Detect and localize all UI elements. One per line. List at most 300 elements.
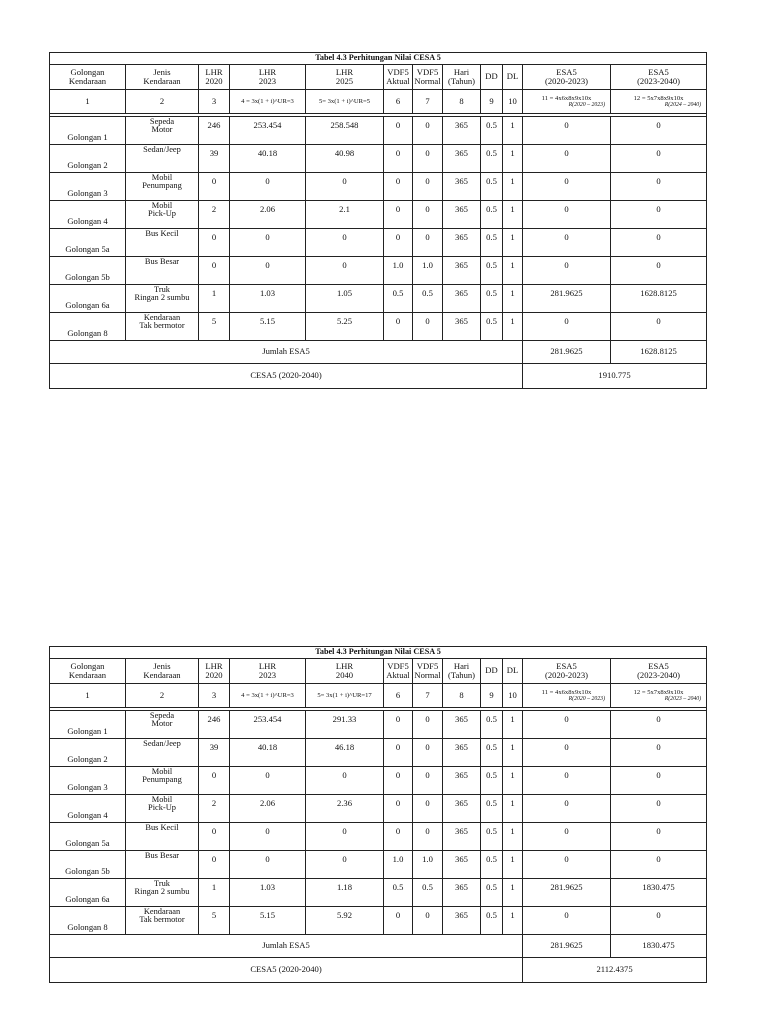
cell-hari — [443, 795, 481, 823]
header-lhr-a — [230, 659, 306, 684]
cell-dl-text: 1 — [510, 770, 515, 780]
column-number-c5 — [306, 684, 384, 708]
cell-vdf-a-text: 0 — [395, 120, 401, 130]
cell-hari — [443, 201, 481, 229]
header-dl-text: DL — [506, 71, 519, 82]
cell-gol-text: Golongan 6a — [65, 299, 110, 310]
cell-esa-b-text: 1628.8125 — [640, 288, 677, 298]
header-golongan — [50, 659, 126, 684]
cell-hari — [443, 711, 481, 739]
cell-lhr-a-text: 0 — [265, 826, 270, 836]
cell-esa-a — [523, 711, 611, 739]
cell-vdf-n-text: 0 — [425, 714, 430, 724]
cell-gol — [50, 229, 126, 257]
column-number-c6-text: 6 — [395, 95, 401, 106]
cell-lhr-b-text: 0 — [342, 232, 347, 242]
cell-esa-b — [611, 117, 707, 145]
table-title — [50, 647, 707, 659]
cell-lhr-b — [306, 711, 384, 739]
cell-lhr2020-text: 0 — [211, 826, 217, 836]
cell-hari-text: 365 — [455, 260, 468, 270]
cell-vdf-n — [413, 229, 443, 257]
cell-hari-text: 365 — [455, 798, 468, 808]
cell-lhr2020 — [199, 257, 230, 285]
cell-vdf-n — [413, 711, 443, 739]
cell-jenis — [126, 795, 199, 823]
column-number-c12-text: 12 = 5x7x8x9x10x — [633, 94, 684, 102]
cell-dd — [481, 907, 503, 935]
cell-dd — [481, 711, 503, 739]
header-lhr-b — [306, 659, 384, 684]
column-number-c3 — [199, 684, 230, 708]
cell-gol — [50, 795, 126, 823]
table-row — [50, 229, 707, 257]
cell-esa-a — [523, 173, 611, 201]
table-title-text: Tabel 4.3 Perhitungan Nilai CESA 5 — [315, 647, 441, 657]
cell-vdf-a-text: 0 — [395, 826, 401, 836]
cell-vdf-a — [384, 285, 413, 313]
cesa-table-1 — [49, 52, 707, 389]
cell-lhr2020 — [199, 739, 230, 767]
cell-dd-text: 0.5 — [486, 316, 497, 326]
header-esa-a-text: ESA5 (2020-2023) — [545, 66, 588, 86]
cell-vdf-n — [413, 823, 443, 851]
cell-esa-b-text: 1830.475 — [642, 882, 675, 892]
header-lhr-b-text: LHR 2040 — [335, 660, 354, 680]
cell-lhr-b — [306, 257, 384, 285]
table-row — [50, 285, 707, 313]
header-esa-b-text: ESA5 (2023-2040) — [637, 66, 681, 86]
cell-esa-b-text: 0 — [656, 316, 661, 326]
jumlah-esa-b-text: 1628.8125 — [640, 346, 677, 357]
header-lhr2020-text: LHR 2020 — [205, 66, 223, 86]
column-number-c8-text: 8 — [459, 95, 464, 106]
cell-lhr-b — [306, 851, 384, 879]
cell-gol-text: Golongan 1 — [67, 725, 108, 736]
column-number-c4-text: 4 = 3x(1 + i)^UR=3 — [241, 97, 294, 105]
cell-esa-b-text: 0 — [656, 204, 661, 214]
cell-dd — [481, 145, 503, 173]
jumlah-esa-label-text: Jumlah ESA5 — [262, 940, 310, 951]
cell-dd-text: 0.5 — [486, 882, 497, 892]
cell-jenis-text: Sedan/Jeep — [143, 145, 181, 154]
header-vdf-normal-text: VDF5 Normal — [414, 660, 441, 680]
column-number-c8 — [443, 90, 481, 114]
column-number-c8 — [443, 684, 481, 708]
table-row — [50, 711, 707, 739]
cell-lhr2020 — [199, 201, 230, 229]
header-jenis — [126, 659, 199, 684]
header-golongan-text: Golongan Kendaraan — [68, 660, 107, 680]
cell-lhr-a — [230, 201, 306, 229]
cell-vdf-n-text: 1.0 — [422, 854, 433, 864]
column-number-c11-sub: R(2020 – 2023) — [568, 695, 605, 702]
column-number-c7-text: 7 — [425, 689, 430, 700]
header-esa-b-text: ESA5 (2023-2040) — [637, 660, 681, 680]
cell-vdf-n — [413, 117, 443, 145]
cell-esa-a-text: 0 — [564, 910, 569, 920]
header-vdf-normal — [413, 659, 443, 684]
cell-esa-a — [523, 145, 611, 173]
cell-dd — [481, 173, 503, 201]
cell-vdf-n-text: 0 — [425, 770, 430, 780]
cell-jenis — [126, 145, 199, 173]
cell-dl-text: 1 — [510, 714, 515, 724]
cell-vdf-n — [413, 851, 443, 879]
cell-lhr2020-text: 5 — [211, 910, 217, 920]
cell-vdf-a — [384, 823, 413, 851]
cell-vdf-n-text: 0 — [425, 316, 430, 326]
cell-vdf-n — [413, 173, 443, 201]
cell-vdf-a — [384, 313, 413, 341]
cell-lhr2020-text: 246 — [207, 714, 221, 724]
cell-vdf-n-text: 0 — [425, 798, 430, 808]
cell-vdf-a — [384, 229, 413, 257]
column-number-c9 — [481, 90, 503, 114]
cell-esa-b — [611, 257, 707, 285]
cell-lhr-a — [230, 795, 306, 823]
cesa-total-label — [50, 958, 523, 983]
cell-lhr-b-text: 40.98 — [334, 148, 355, 158]
cell-dl-text: 1 — [510, 854, 515, 864]
column-number-c6 — [384, 684, 413, 708]
cell-vdf-n-text: 0 — [425, 232, 430, 242]
table-row — [50, 851, 707, 879]
cell-lhr2020-text: 2 — [211, 798, 217, 808]
cell-lhr-a-text: 40.18 — [257, 742, 278, 752]
header-dd-text: DD — [485, 71, 498, 82]
cesa-total-label — [50, 364, 523, 389]
header-dl — [503, 659, 523, 684]
header-jenis-text: Jenis Kendaraan — [143, 660, 181, 680]
column-number-c11-text: 11 = 4x6x8x9x10x — [541, 94, 592, 102]
cell-dd-text: 0.5 — [486, 910, 497, 920]
header-golongan-text: Golongan Kendaraan — [68, 66, 107, 86]
cell-lhr2020 — [199, 767, 230, 795]
column-number-c2 — [126, 90, 199, 114]
cell-lhr2020-text: 39 — [209, 742, 219, 752]
cell-dd — [481, 767, 503, 795]
cell-lhr-a-text: 5.15 — [259, 316, 276, 326]
cell-dd-text: 0.5 — [486, 826, 497, 836]
cell-jenis-text: Sepeda Motor — [149, 711, 175, 729]
cell-lhr2020 — [199, 711, 230, 739]
column-number-c12-sub: R(2024 – 2040) — [664, 101, 702, 108]
cell-hari-text: 365 — [455, 910, 468, 920]
cell-gol-text: Golongan 3 — [67, 187, 108, 198]
header-dl-text: DL — [506, 665, 519, 676]
cell-lhr-b-text: 5.92 — [336, 910, 353, 920]
cell-lhr2020-text: 2 — [211, 204, 217, 214]
column-number-c6 — [384, 90, 413, 114]
column-number-c3-text: 3 — [211, 95, 217, 106]
cell-lhr-a-text: 0 — [265, 260, 270, 270]
cell-jenis — [126, 229, 199, 257]
cell-gol — [50, 851, 126, 879]
cell-dl-text: 1 — [510, 910, 515, 920]
cell-vdf-n — [413, 879, 443, 907]
cell-dl — [503, 879, 523, 907]
cell-esa-a — [523, 313, 611, 341]
cell-lhr2020-text: 1 — [211, 882, 217, 892]
cell-lhr2020 — [199, 851, 230, 879]
cell-lhr-a — [230, 117, 306, 145]
column-number-c7-text: 7 — [425, 95, 430, 106]
header-lhr-a-text: LHR 2023 — [258, 660, 277, 680]
cell-vdf-a-text: 0 — [395, 316, 401, 326]
table-row — [50, 173, 707, 201]
cell-esa-a-text: 0 — [564, 204, 569, 214]
cell-gol — [50, 117, 126, 145]
header-esa-a — [523, 659, 611, 684]
cell-lhr-b-text: 5.25 — [336, 316, 353, 326]
cell-esa-b — [611, 711, 707, 739]
cell-lhr2020-text: 246 — [207, 120, 221, 130]
cell-esa-a — [523, 851, 611, 879]
cell-dl — [503, 851, 523, 879]
cell-gol — [50, 257, 126, 285]
cell-lhr-b — [306, 201, 384, 229]
cell-jenis — [126, 201, 199, 229]
cell-lhr2020 — [199, 285, 230, 313]
cesa-total-value-text: 2112.4375 — [596, 964, 633, 975]
cell-dl — [503, 767, 523, 795]
cell-lhr2020-text: 5 — [211, 316, 217, 326]
cell-jenis-text: Bus Besar — [144, 851, 180, 860]
cell-esa-a-text: 0 — [564, 148, 569, 158]
header-vdf-aktual-text: VDF5 Aktual — [386, 660, 410, 680]
column-number-c10-text: 10 — [508, 95, 517, 106]
cell-gol — [50, 145, 126, 173]
cell-vdf-a — [384, 173, 413, 201]
column-number-c2-text: 2 — [159, 689, 165, 700]
cell-dl — [503, 117, 523, 145]
cell-vdf-a — [384, 145, 413, 173]
cell-vdf-n-text: 0 — [425, 148, 430, 158]
table-row — [50, 739, 707, 767]
cell-hari-text: 365 — [455, 882, 468, 892]
cell-lhr2020 — [199, 879, 230, 907]
cell-dl — [503, 795, 523, 823]
cell-lhr-a-text: 0 — [265, 854, 270, 864]
cell-gol-text: Golongan 8 — [67, 921, 108, 932]
header-vdf-normal — [413, 65, 443, 90]
column-number-c11-sub: R(2020 – 2023) — [568, 101, 605, 108]
cell-lhr-b — [306, 879, 384, 907]
column-number-c10 — [503, 90, 523, 114]
cell-esa-b — [611, 201, 707, 229]
table-row — [50, 823, 707, 851]
cell-vdf-n — [413, 313, 443, 341]
cell-dd-text: 0.5 — [486, 120, 497, 130]
cell-esa-a — [523, 201, 611, 229]
cell-esa-b-text: 0 — [656, 176, 661, 186]
cell-esa-a-text: 0 — [564, 798, 569, 808]
cell-lhr-b-text: 1.18 — [336, 882, 353, 892]
cell-vdf-n-text: 1.0 — [422, 260, 433, 270]
cell-dl-text: 1 — [510, 316, 515, 326]
cell-dd — [481, 257, 503, 285]
cell-esa-b — [611, 795, 707, 823]
column-number-c5-text: 5= 3x(1 + i)^UR=17 — [317, 691, 372, 699]
column-number-c1-text: 1 — [85, 95, 90, 106]
cell-esa-a-text: 281.9625 — [550, 882, 583, 892]
header-hari-text: Hari (Tahun) — [447, 66, 476, 86]
cell-gol-text: Golongan 2 — [67, 753, 108, 764]
cell-hari — [443, 823, 481, 851]
cell-lhr2020-text: 39 — [209, 148, 219, 158]
cell-lhr-a — [230, 145, 306, 173]
cell-lhr2020 — [199, 173, 230, 201]
header-vdf-aktual — [384, 65, 413, 90]
cell-gol-text: Golongan 5b — [65, 865, 110, 876]
cell-gol — [50, 711, 126, 739]
column-number-c2-text: 2 — [159, 95, 165, 106]
cell-lhr-b — [306, 907, 384, 935]
cell-jenis — [126, 879, 199, 907]
cell-jenis — [126, 851, 199, 879]
cell-dd-text: 0.5 — [486, 204, 497, 214]
column-number-c10 — [503, 684, 523, 708]
cell-lhr-a-text: 253.454 — [253, 120, 282, 130]
cell-lhr-b-text: 258.548 — [330, 120, 359, 130]
header-lhr-a — [230, 65, 306, 90]
table-row — [50, 117, 707, 145]
jumlah-esa-label-text: Jumlah ESA5 — [262, 346, 310, 357]
cell-esa-b-text: 0 — [656, 910, 661, 920]
cell-lhr-b — [306, 313, 384, 341]
column-number-c3-text: 3 — [211, 689, 217, 700]
cesa-table-2 — [49, 646, 707, 983]
cell-vdf-a — [384, 257, 413, 285]
table-row — [50, 907, 707, 935]
cell-dl-text: 1 — [510, 120, 515, 130]
cell-dl-text: 1 — [510, 288, 515, 298]
column-number-c9-text: 9 — [489, 689, 494, 700]
cell-jenis — [126, 173, 199, 201]
cell-esa-b-text: 0 — [656, 120, 661, 130]
cell-dl-text: 1 — [510, 204, 515, 214]
column-number-c10-text: 10 — [508, 689, 517, 700]
cell-esa-b — [611, 823, 707, 851]
cell-lhr2020 — [199, 145, 230, 173]
column-number-c4 — [230, 684, 306, 708]
cell-vdf-a-text: 0.5 — [392, 288, 404, 298]
cell-vdf-n — [413, 257, 443, 285]
cell-esa-b-text: 0 — [656, 148, 661, 158]
table-row — [50, 879, 707, 907]
header-esa-b — [611, 65, 707, 90]
cell-dd — [481, 851, 503, 879]
cell-vdf-a — [384, 201, 413, 229]
cell-lhr-a — [230, 739, 306, 767]
cell-lhr-a-text: 5.15 — [259, 910, 276, 920]
cell-hari-text: 365 — [455, 854, 468, 864]
cell-lhr-a-text: 253.454 — [253, 714, 282, 724]
cell-dd-text: 0.5 — [486, 742, 497, 752]
cell-esa-a-text: 0 — [564, 742, 569, 752]
cell-gol-text: Golongan 8 — [67, 327, 108, 338]
cell-esa-a — [523, 739, 611, 767]
cell-esa-b-text: 0 — [656, 770, 661, 780]
cell-vdf-a — [384, 739, 413, 767]
header-dd-text: DD — [485, 665, 498, 676]
cell-vdf-a — [384, 711, 413, 739]
cell-lhr-a-text: 0 — [265, 232, 270, 242]
cell-esa-a-text: 0 — [564, 854, 569, 864]
cell-lhr-b-text: 0 — [342, 260, 347, 270]
cell-jenis — [126, 823, 199, 851]
cell-gol — [50, 739, 126, 767]
cell-esa-a-text: 281.9625 — [550, 288, 583, 298]
cell-jenis-text: Kendaraan Tak bermotor — [139, 907, 185, 925]
cell-gol-text: Golongan 6a — [65, 893, 110, 904]
cell-gol — [50, 285, 126, 313]
cell-hari-text: 365 — [455, 288, 468, 298]
cell-dl — [503, 173, 523, 201]
cell-vdf-a — [384, 907, 413, 935]
cell-jenis — [126, 313, 199, 341]
cell-esa-b-text: 0 — [656, 260, 661, 270]
cell-dd-text: 0.5 — [486, 798, 497, 808]
cell-dl — [503, 229, 523, 257]
cell-lhr2020 — [199, 907, 230, 935]
cell-lhr-a — [230, 711, 306, 739]
cell-hari — [443, 907, 481, 935]
cell-vdf-a-text: 1.0 — [392, 854, 404, 864]
cell-vdf-n-text: 0 — [425, 176, 430, 186]
column-number-c7 — [413, 684, 443, 708]
jumlah-esa-a-text: 281.9625 — [550, 346, 583, 357]
cell-dd-text: 0.5 — [486, 232, 497, 242]
cell-gol — [50, 313, 126, 341]
cell-lhr-b-text: 0 — [342, 826, 347, 836]
column-number-c1 — [50, 90, 126, 114]
cell-esa-b-text: 0 — [656, 854, 661, 864]
cell-lhr-a-text: 0 — [265, 176, 270, 186]
cell-esa-a-text: 0 — [564, 826, 569, 836]
cell-dl-text: 1 — [510, 176, 515, 186]
cell-gol — [50, 173, 126, 201]
cell-dd — [481, 739, 503, 767]
cell-hari-text: 365 — [455, 232, 468, 242]
cell-lhr-b-text: 0 — [342, 176, 347, 186]
cell-esa-b — [611, 173, 707, 201]
cell-esa-a-text: 0 — [564, 316, 569, 326]
cell-esa-b — [611, 145, 707, 173]
column-number-c6-text: 6 — [395, 689, 401, 700]
cell-esa-a — [523, 767, 611, 795]
cell-vdf-n-text: 0 — [425, 826, 430, 836]
header-dd — [481, 65, 503, 90]
cell-dl-text: 1 — [510, 148, 515, 158]
table-title-text: Tabel 4.3 Perhitungan Nilai CESA 5 — [315, 53, 441, 63]
header-vdf-aktual-text: VDF5 Aktual — [386, 66, 410, 86]
jumlah-esa-b — [611, 341, 707, 364]
cell-esa-b — [611, 907, 707, 935]
column-number-c9-text: 9 — [489, 95, 494, 106]
cell-esa-b-text: 0 — [656, 742, 661, 752]
cell-dd — [481, 879, 503, 907]
column-number-c3 — [199, 90, 230, 114]
cell-hari — [443, 257, 481, 285]
cell-vdf-n — [413, 907, 443, 935]
cell-lhr-b — [306, 285, 384, 313]
cell-dl-text: 1 — [510, 882, 515, 892]
header-esa-a — [523, 65, 611, 90]
cell-dl — [503, 711, 523, 739]
cell-esa-b-text: 0 — [656, 232, 661, 242]
